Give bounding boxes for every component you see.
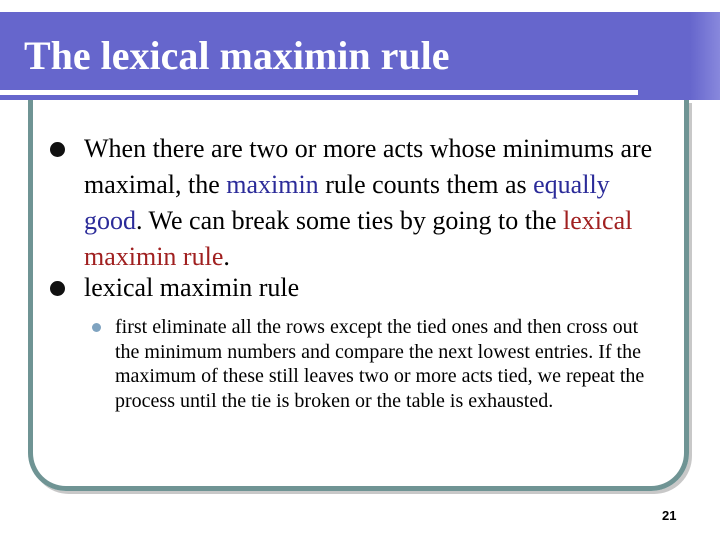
- title-underline: [0, 90, 638, 95]
- sub-bullet-dot-icon: [90, 315, 115, 339]
- bullet-1-text: [84, 131, 670, 275]
- bullet-1-seg-2: rule counts them as: [318, 170, 534, 199]
- slide-title: The lexical maximin rule: [24, 33, 450, 78]
- bullet-1-seg-6: .: [223, 242, 230, 271]
- bullet-2: [50, 270, 670, 306]
- bullet-1-seg-maximin: maximin: [226, 170, 319, 199]
- sub-bullet-1-text: first eliminate all the rows except the tied ones and then cross out the minimum numbers and compare the next lowest entries. If the maximum of these still leaves two or more acts tied, we repeat the process until the tie is broken or the table is exhausted.: [115, 316, 645, 412]
- bullet-1: [50, 131, 670, 275]
- bullet-1-seg-0: When there are two or more acts whose minimums are maximal, the: [84, 134, 653, 199]
- bullet-dot-icon: [50, 270, 84, 306]
- bullet-1-seg-lexical-maximin-rule: lexical maximin rule: [84, 206, 633, 271]
- bullet-dot-icon: [50, 131, 84, 167]
- bullet-1-seg-4: . We can break some ties by going to the: [136, 206, 564, 235]
- title-bar-fade: [690, 12, 720, 100]
- bullet-2-text: lexical maximin rule: [84, 273, 300, 302]
- bullet-1-seg-equally-good: equally good: [84, 170, 610, 235]
- sub-bullet-1: [90, 315, 660, 413]
- page-number: 21: [662, 508, 677, 523]
